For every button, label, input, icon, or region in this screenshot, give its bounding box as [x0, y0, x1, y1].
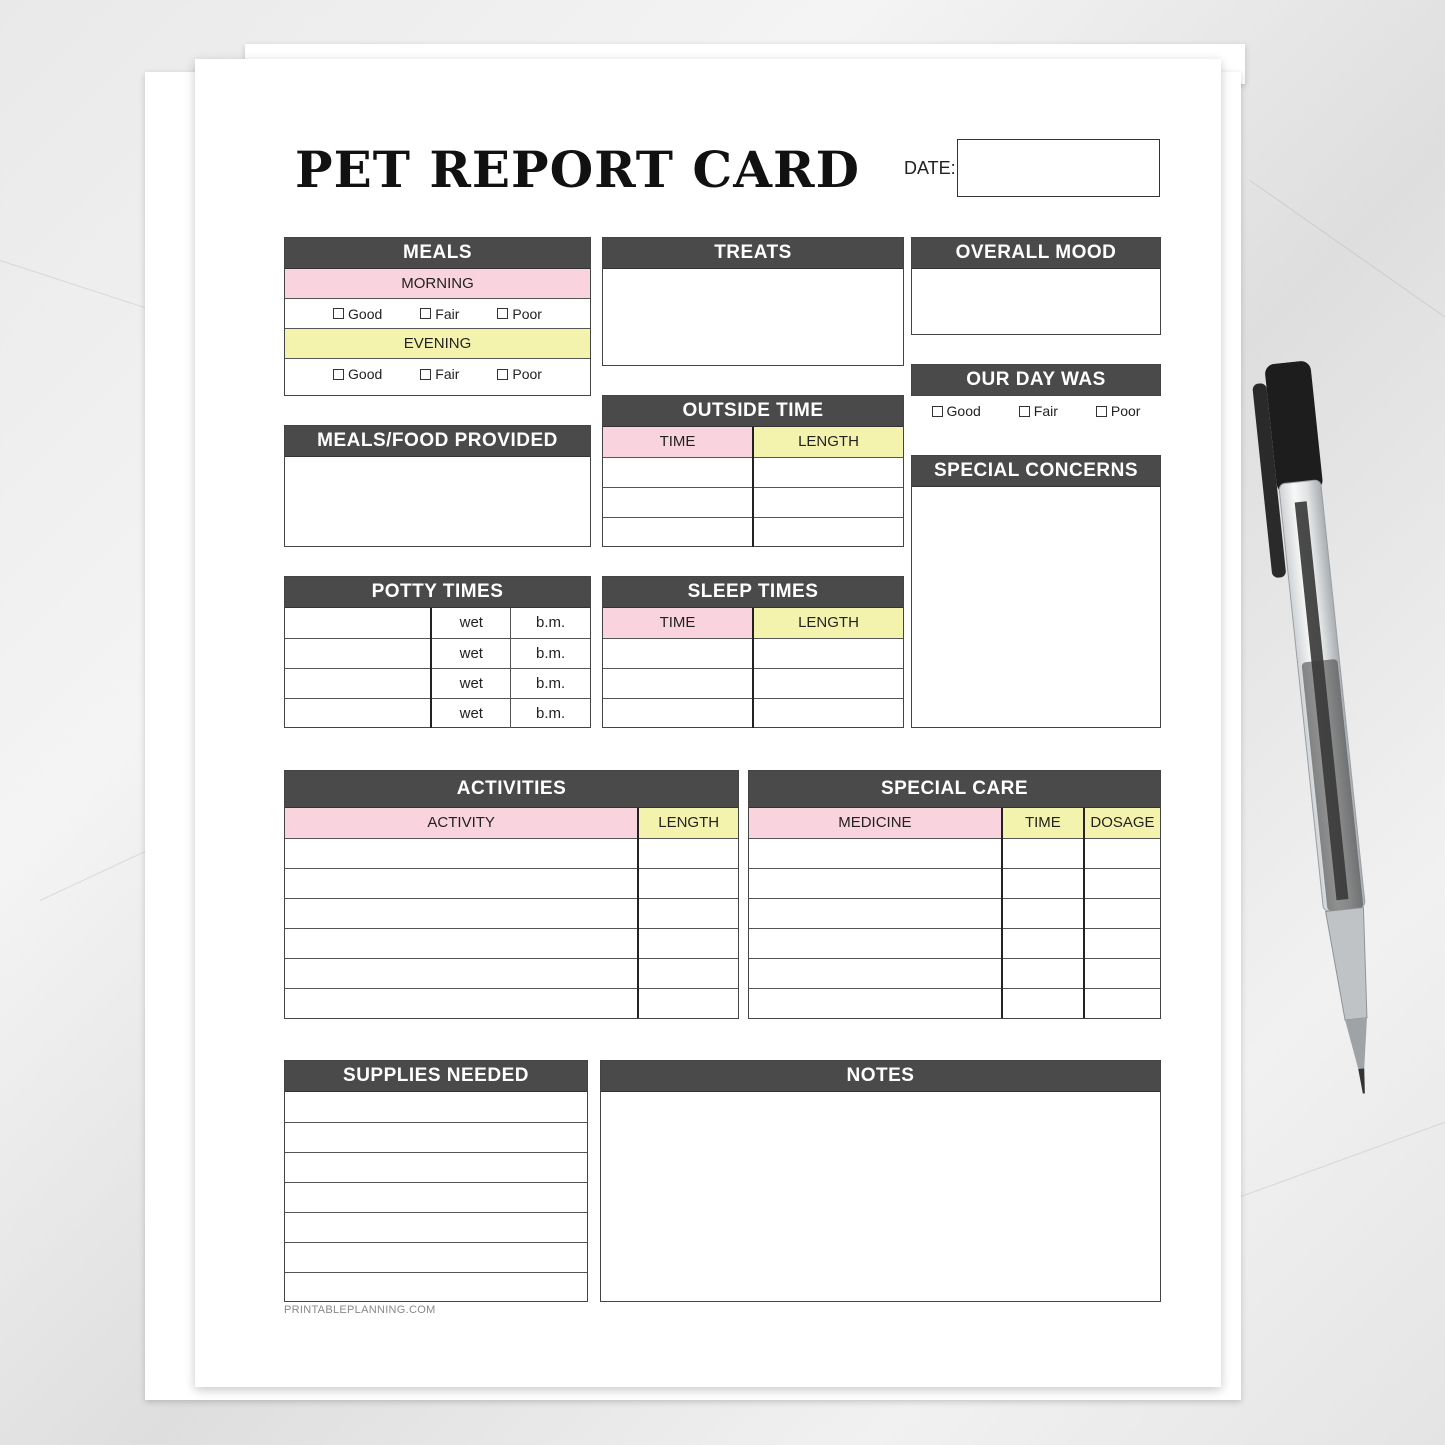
table-row: [749, 838, 1160, 868]
checkbox-icon[interactable]: [420, 369, 431, 380]
medicine-cell[interactable]: [749, 898, 1002, 928]
table-row: [603, 457, 903, 487]
checkbox-icon[interactable]: [333, 308, 344, 319]
special-concerns-header: SPECIAL CONCERNS: [912, 456, 1160, 487]
morning-rating: [285, 299, 590, 329]
activity-cell[interactable]: [285, 898, 638, 928]
outside-time-col-time: TIME: [603, 427, 753, 457]
table-row: [285, 1182, 587, 1212]
activity-length-cell[interactable]: [638, 958, 738, 988]
meals-panel: [284, 237, 591, 396]
treats-panel: [602, 237, 904, 366]
table-row: [285, 928, 738, 958]
table-row: [285, 638, 590, 668]
medicine-cell[interactable]: [749, 868, 1002, 898]
potty-times-table: [285, 608, 590, 728]
dosage-cell[interactable]: [1084, 928, 1160, 958]
supplies-needed-table: [285, 1092, 587, 1302]
activity-cell[interactable]: [285, 958, 638, 988]
dosage-cell[interactable]: [1084, 898, 1160, 928]
table-row: [749, 988, 1160, 1018]
outside-length-cell[interactable]: [753, 517, 903, 547]
supplies-needed-panel: [284, 1060, 588, 1302]
potty-wet-label[interactable]: wet: [431, 638, 510, 668]
dosage-cell[interactable]: [1084, 868, 1160, 898]
overall-mood-field[interactable]: [912, 269, 1160, 333]
sleep-length-cell[interactable]: [753, 638, 903, 668]
medicine-cell[interactable]: [749, 928, 1002, 958]
meals-food-provided-header: MEALS/FOOD PROVIDED: [285, 426, 590, 457]
sleep-times-table: [603, 608, 903, 728]
outside-time-panel: [602, 395, 904, 547]
table-row: [285, 988, 738, 1018]
treats-field[interactable]: [603, 269, 903, 365]
special-care-panel: [748, 770, 1161, 1019]
activity-length-cell[interactable]: [638, 838, 738, 868]
activity-cell[interactable]: [285, 868, 638, 898]
page-title: PET REPORT CARD: [295, 140, 860, 199]
pen-icon: [1242, 357, 1419, 1103]
day-fair-option[interactable]: Fair: [1019, 403, 1058, 419]
activities-col-activity: ACTIVITY: [285, 808, 638, 838]
activity-length-cell[interactable]: [638, 988, 738, 1018]
treats-header: TREATS: [603, 238, 903, 269]
outside-time-cell[interactable]: [603, 487, 753, 517]
supply-cell[interactable]: [285, 1182, 587, 1212]
dosage-cell[interactable]: [1084, 838, 1160, 868]
activities-panel: [284, 770, 739, 1019]
medicine-time-cell[interactable]: [1002, 988, 1084, 1018]
dosage-cell[interactable]: [1084, 958, 1160, 988]
marble-vein: [1250, 180, 1445, 353]
potty-bm-label[interactable]: b.m.: [511, 638, 590, 668]
checkbox-icon[interactable]: [497, 308, 508, 319]
table-row: [285, 668, 590, 698]
notes-field[interactable]: [601, 1092, 1160, 1300]
special-concerns-panel: [911, 455, 1161, 728]
table-row: [285, 1212, 587, 1242]
outside-length-cell[interactable]: [753, 487, 903, 517]
evening-label: EVENING: [285, 329, 590, 359]
potty-times-panel: [284, 576, 591, 728]
supply-cell[interactable]: [285, 1122, 587, 1152]
table-row: [285, 698, 590, 728]
table-row: [749, 958, 1160, 988]
footer-credit: PRINTABLEPLANNING.COM: [284, 1304, 436, 1316]
potty-time-cell[interactable]: [285, 668, 431, 698]
special-care-header: SPECIAL CARE: [749, 771, 1160, 808]
medicine-time-cell[interactable]: [1002, 898, 1084, 928]
table-row: [603, 668, 903, 698]
potty-wet-label[interactable]: wet: [431, 698, 510, 728]
potty-wet-label[interactable]: wet: [431, 608, 510, 638]
sleep-time-cell[interactable]: [603, 668, 753, 698]
potty-bm-label[interactable]: b.m.: [511, 668, 590, 698]
medicine-time-cell[interactable]: [1002, 838, 1084, 868]
table-row: [603, 517, 903, 547]
meals-header: MEALS: [285, 238, 590, 269]
evening-fair-option[interactable]: Fair: [420, 366, 459, 382]
table-row: [749, 868, 1160, 898]
morning-label: MORNING: [285, 269, 590, 299]
notes-header: NOTES: [601, 1061, 1160, 1092]
sleep-times-col-time: TIME: [603, 608, 753, 638]
evening-good-option[interactable]: Good: [333, 366, 382, 382]
sleep-length-cell[interactable]: [753, 668, 903, 698]
table-row: [285, 1152, 587, 1182]
medicine-time-cell[interactable]: [1002, 958, 1084, 988]
potty-times-header: POTTY TIMES: [285, 577, 590, 608]
potty-bm-label[interactable]: b.m.: [511, 608, 590, 638]
sleep-time-cell[interactable]: [603, 638, 753, 668]
activities-col-length: LENGTH: [638, 808, 738, 838]
supply-cell[interactable]: [285, 1272, 587, 1302]
outside-length-cell[interactable]: [753, 457, 903, 487]
overall-mood-panel: [911, 237, 1161, 335]
table-row: [603, 487, 903, 517]
morning-fair-option[interactable]: Fair: [420, 306, 459, 322]
medicine-cell[interactable]: [749, 958, 1002, 988]
medicine-time-cell[interactable]: [1002, 928, 1084, 958]
special-care-col-medicine: MEDICINE: [749, 808, 1002, 838]
table-row: [285, 1092, 587, 1122]
activities-header: ACTIVITIES: [285, 771, 738, 808]
outside-time-table: [603, 427, 903, 547]
checkbox-icon[interactable]: [497, 369, 508, 380]
our-day-was-rating: [911, 396, 1161, 426]
table-row: [603, 638, 903, 668]
our-day-was-panel: [911, 364, 1161, 426]
notes-panel: [600, 1060, 1161, 1302]
activity-cell[interactable]: [285, 928, 638, 958]
day-poor-option[interactable]: Poor: [1096, 403, 1141, 419]
table-row: [285, 1272, 587, 1302]
outside-time-cell[interactable]: [603, 517, 753, 547]
day-good-option[interactable]: Good: [932, 403, 981, 419]
meals-food-provided-panel: [284, 425, 591, 547]
potty-time-cell[interactable]: [285, 638, 431, 668]
our-day-was-header: OUR DAY WAS: [911, 364, 1161, 396]
sleep-times-header: SLEEP TIMES: [603, 577, 903, 608]
supply-cell[interactable]: [285, 1242, 587, 1272]
table-row: [285, 958, 738, 988]
outside-time-cell[interactable]: [603, 457, 753, 487]
activities-table: [285, 808, 738, 1018]
table-row: [749, 898, 1160, 928]
special-concerns-field[interactable]: [912, 487, 1160, 725]
special-care-table: [749, 808, 1160, 1018]
potty-bm-label[interactable]: b.m.: [511, 698, 590, 728]
activity-cell[interactable]: [285, 838, 638, 868]
supply-cell[interactable]: [285, 1152, 587, 1182]
checkbox-icon[interactable]: [1019, 406, 1030, 417]
supplies-needed-header: SUPPLIES NEEDED: [285, 1061, 587, 1092]
table-row: [603, 698, 903, 728]
table-row: [285, 838, 738, 868]
potty-wet-label[interactable]: wet: [431, 668, 510, 698]
marble-vein: [1230, 1111, 1445, 1201]
checkbox-icon[interactable]: [420, 308, 431, 319]
sleep-length-cell[interactable]: [753, 698, 903, 728]
morning-poor-option[interactable]: Poor: [497, 306, 542, 322]
morning-good-option[interactable]: Good: [333, 306, 382, 322]
activity-length-cell[interactable]: [638, 928, 738, 958]
sleep-time-cell[interactable]: [603, 698, 753, 728]
dosage-cell[interactable]: [1084, 988, 1160, 1018]
special-care-col-dosage: DOSAGE: [1084, 808, 1160, 838]
date-field[interactable]: [957, 139, 1160, 197]
table-row: [749, 928, 1160, 958]
outside-time-header: OUTSIDE TIME: [603, 396, 903, 427]
sleep-times-panel: [602, 576, 904, 728]
checkbox-icon[interactable]: [1096, 406, 1107, 417]
table-row: [285, 608, 590, 638]
meals-food-provided-field[interactable]: [285, 457, 590, 545]
table-row: [285, 868, 738, 898]
evening-poor-option[interactable]: Poor: [497, 366, 542, 382]
medicine-time-cell[interactable]: [1002, 868, 1084, 898]
medicine-cell[interactable]: [749, 838, 1002, 868]
table-row: [285, 1122, 587, 1152]
medicine-cell[interactable]: [749, 988, 1002, 1018]
outside-time-col-length: LENGTH: [753, 427, 903, 457]
potty-time-cell[interactable]: [285, 698, 431, 728]
activity-cell[interactable]: [285, 988, 638, 1018]
checkbox-icon[interactable]: [333, 369, 344, 380]
supply-cell[interactable]: [285, 1092, 587, 1122]
overall-mood-header: OVERALL MOOD: [912, 238, 1160, 269]
evening-rating: [285, 359, 590, 389]
activity-length-cell[interactable]: [638, 868, 738, 898]
table-row: [285, 898, 738, 928]
date-label: DATE:: [904, 158, 956, 178]
table-row: [285, 1242, 587, 1272]
potty-time-cell[interactable]: [285, 608, 431, 638]
checkbox-icon[interactable]: [932, 406, 943, 417]
sleep-times-col-length: LENGTH: [753, 608, 903, 638]
supply-cell[interactable]: [285, 1212, 587, 1242]
activity-length-cell[interactable]: [638, 898, 738, 928]
special-care-col-time: TIME: [1002, 808, 1084, 838]
